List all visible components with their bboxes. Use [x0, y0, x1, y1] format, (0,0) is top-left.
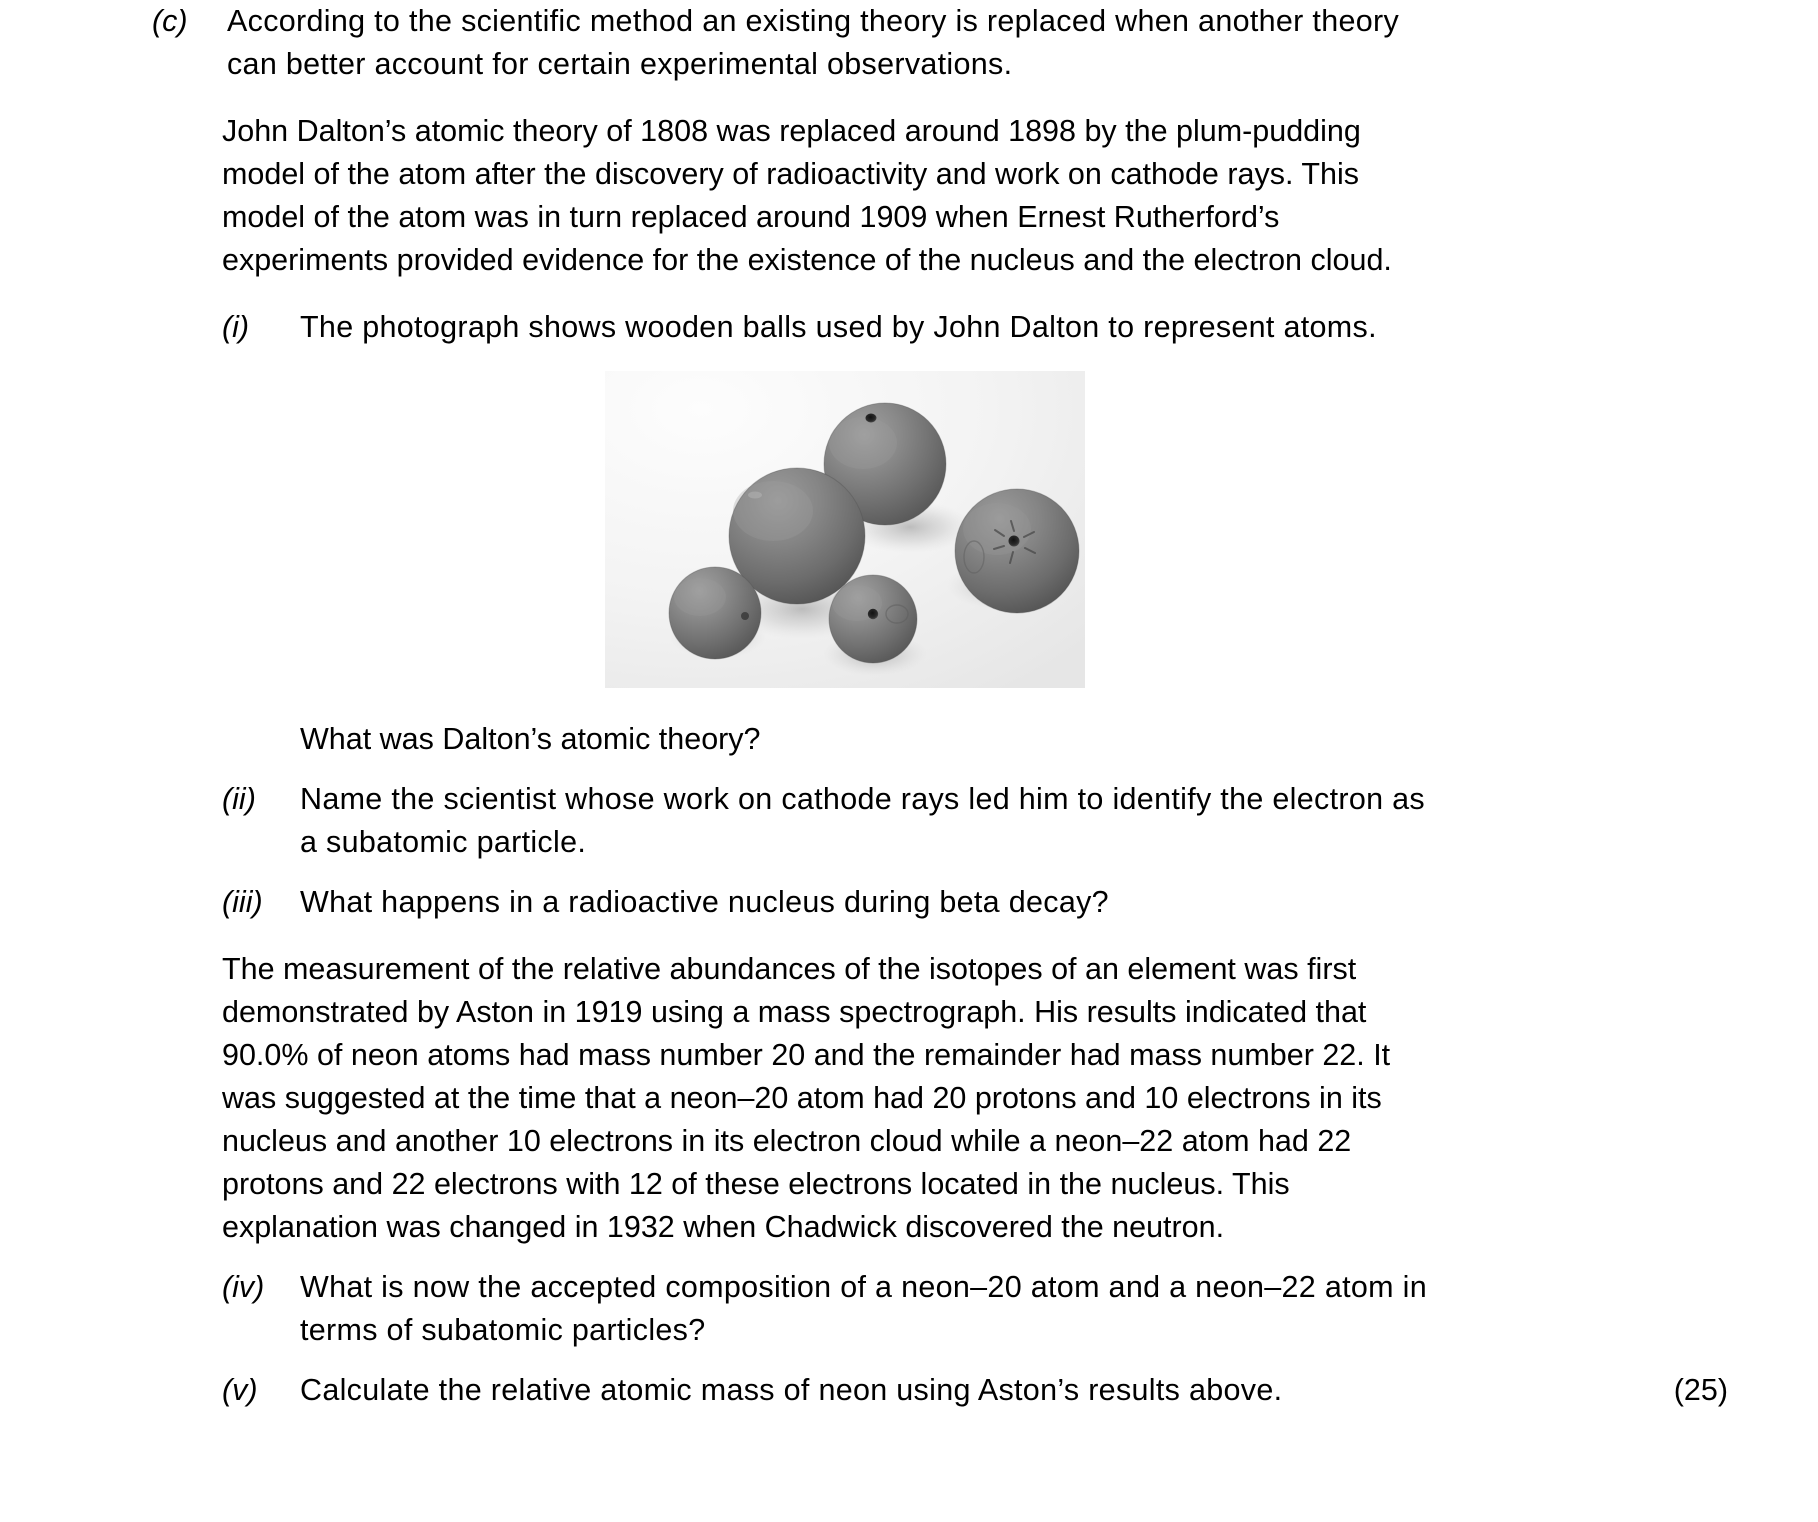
ball-small-centre: [829, 575, 917, 663]
wooden-balls-photograph: [605, 371, 1085, 688]
sub-item-text-ii: Name the scientist whose work on cathode rays led him to identify the electron as a subatomic particle.: [300, 782, 1425, 859]
sub-item-marker-iii: (iii): [222, 885, 263, 919]
sub-item-marker-v: (v): [222, 1373, 258, 1407]
photograph-canvas: [605, 371, 1085, 688]
sub-item-marker-i: (i): [222, 310, 250, 344]
intro-paragraph: According to the scientific method an existing theory is replaced when another theory can better account for certain experimental observations.: [227, 4, 1400, 81]
spacer: [0, 1352, 1818, 1369]
question-part-c: [0, 0, 1818, 86]
sub-item-iii: [0, 881, 1818, 924]
sub-item-text-i: The photograph shows wooden balls used by John Dalton to represent atoms.: [300, 310, 1377, 344]
spacer: [0, 86, 1818, 110]
sub-item-v: [0, 1369, 1818, 1412]
sub-item-marker-ii: (ii): [222, 782, 256, 816]
spacer: [0, 688, 1818, 718]
aston-paragraph: The measurement of the relative abundances of the isotopes of an element was first demonstrated by Aston in 1919 using a mass spectrograph. His results indicated that 90.0% of neon atoms had mass number 20 and the remainder had mass number 22. It was suggested at the time that a neon–20 atom had 20 protons and 10 electrons in its nucleus and another 10 electrons in its electron cloud while a neon–22 atom had 22 protons and 22 electrons with 12 of these electrons located in the nucleus. This explanation was changed in 1932 when Chadwick discovered the neutron.: [222, 952, 1391, 1244]
dalton-theory-question: What was Dalton’s atomic theory?: [300, 722, 761, 756]
sub-item-ii: [0, 778, 1818, 864]
spacer: [0, 864, 1818, 881]
marks-allocation: (25): [1673, 1373, 1728, 1407]
spacer: [0, 282, 1818, 306]
wooden-balls-illustration: [605, 371, 1085, 688]
history-paragraph: John Dalton’s atomic theory of 1808 was replaced around 1898 by the plum-pudding model of the atom after the discovery of radioactivity and work on cathode rays. This model of the atom was in turn replaced around 1909 when Ernest Rutherford’s experiments provided evidence for the existence of the nucleus and the electron cloud.: [222, 114, 1392, 277]
sub-item-iv: [0, 1266, 1818, 1352]
ball-right: [955, 489, 1079, 613]
sub-item-marker-iv: (iv): [222, 1270, 265, 1304]
sub-item-text-iii: What happens in a radioactive nucleus during beta decay?: [300, 885, 1109, 919]
sub-item-text-iv: What is now the accepted composition of a neon–20 atom and a neon–22 atom in terms of subatomic particles?: [300, 1270, 1427, 1347]
part-label-c: (c): [152, 4, 188, 38]
spacer: [0, 761, 1818, 778]
sub-item-i: [0, 306, 1818, 349]
sub-item-text-v: Calculate the relative atomic mass of neon using Aston’s results above.: [300, 1373, 1283, 1407]
ball-small-left: [669, 567, 761, 659]
spacer: [0, 924, 1818, 948]
spacer: [0, 1249, 1818, 1266]
